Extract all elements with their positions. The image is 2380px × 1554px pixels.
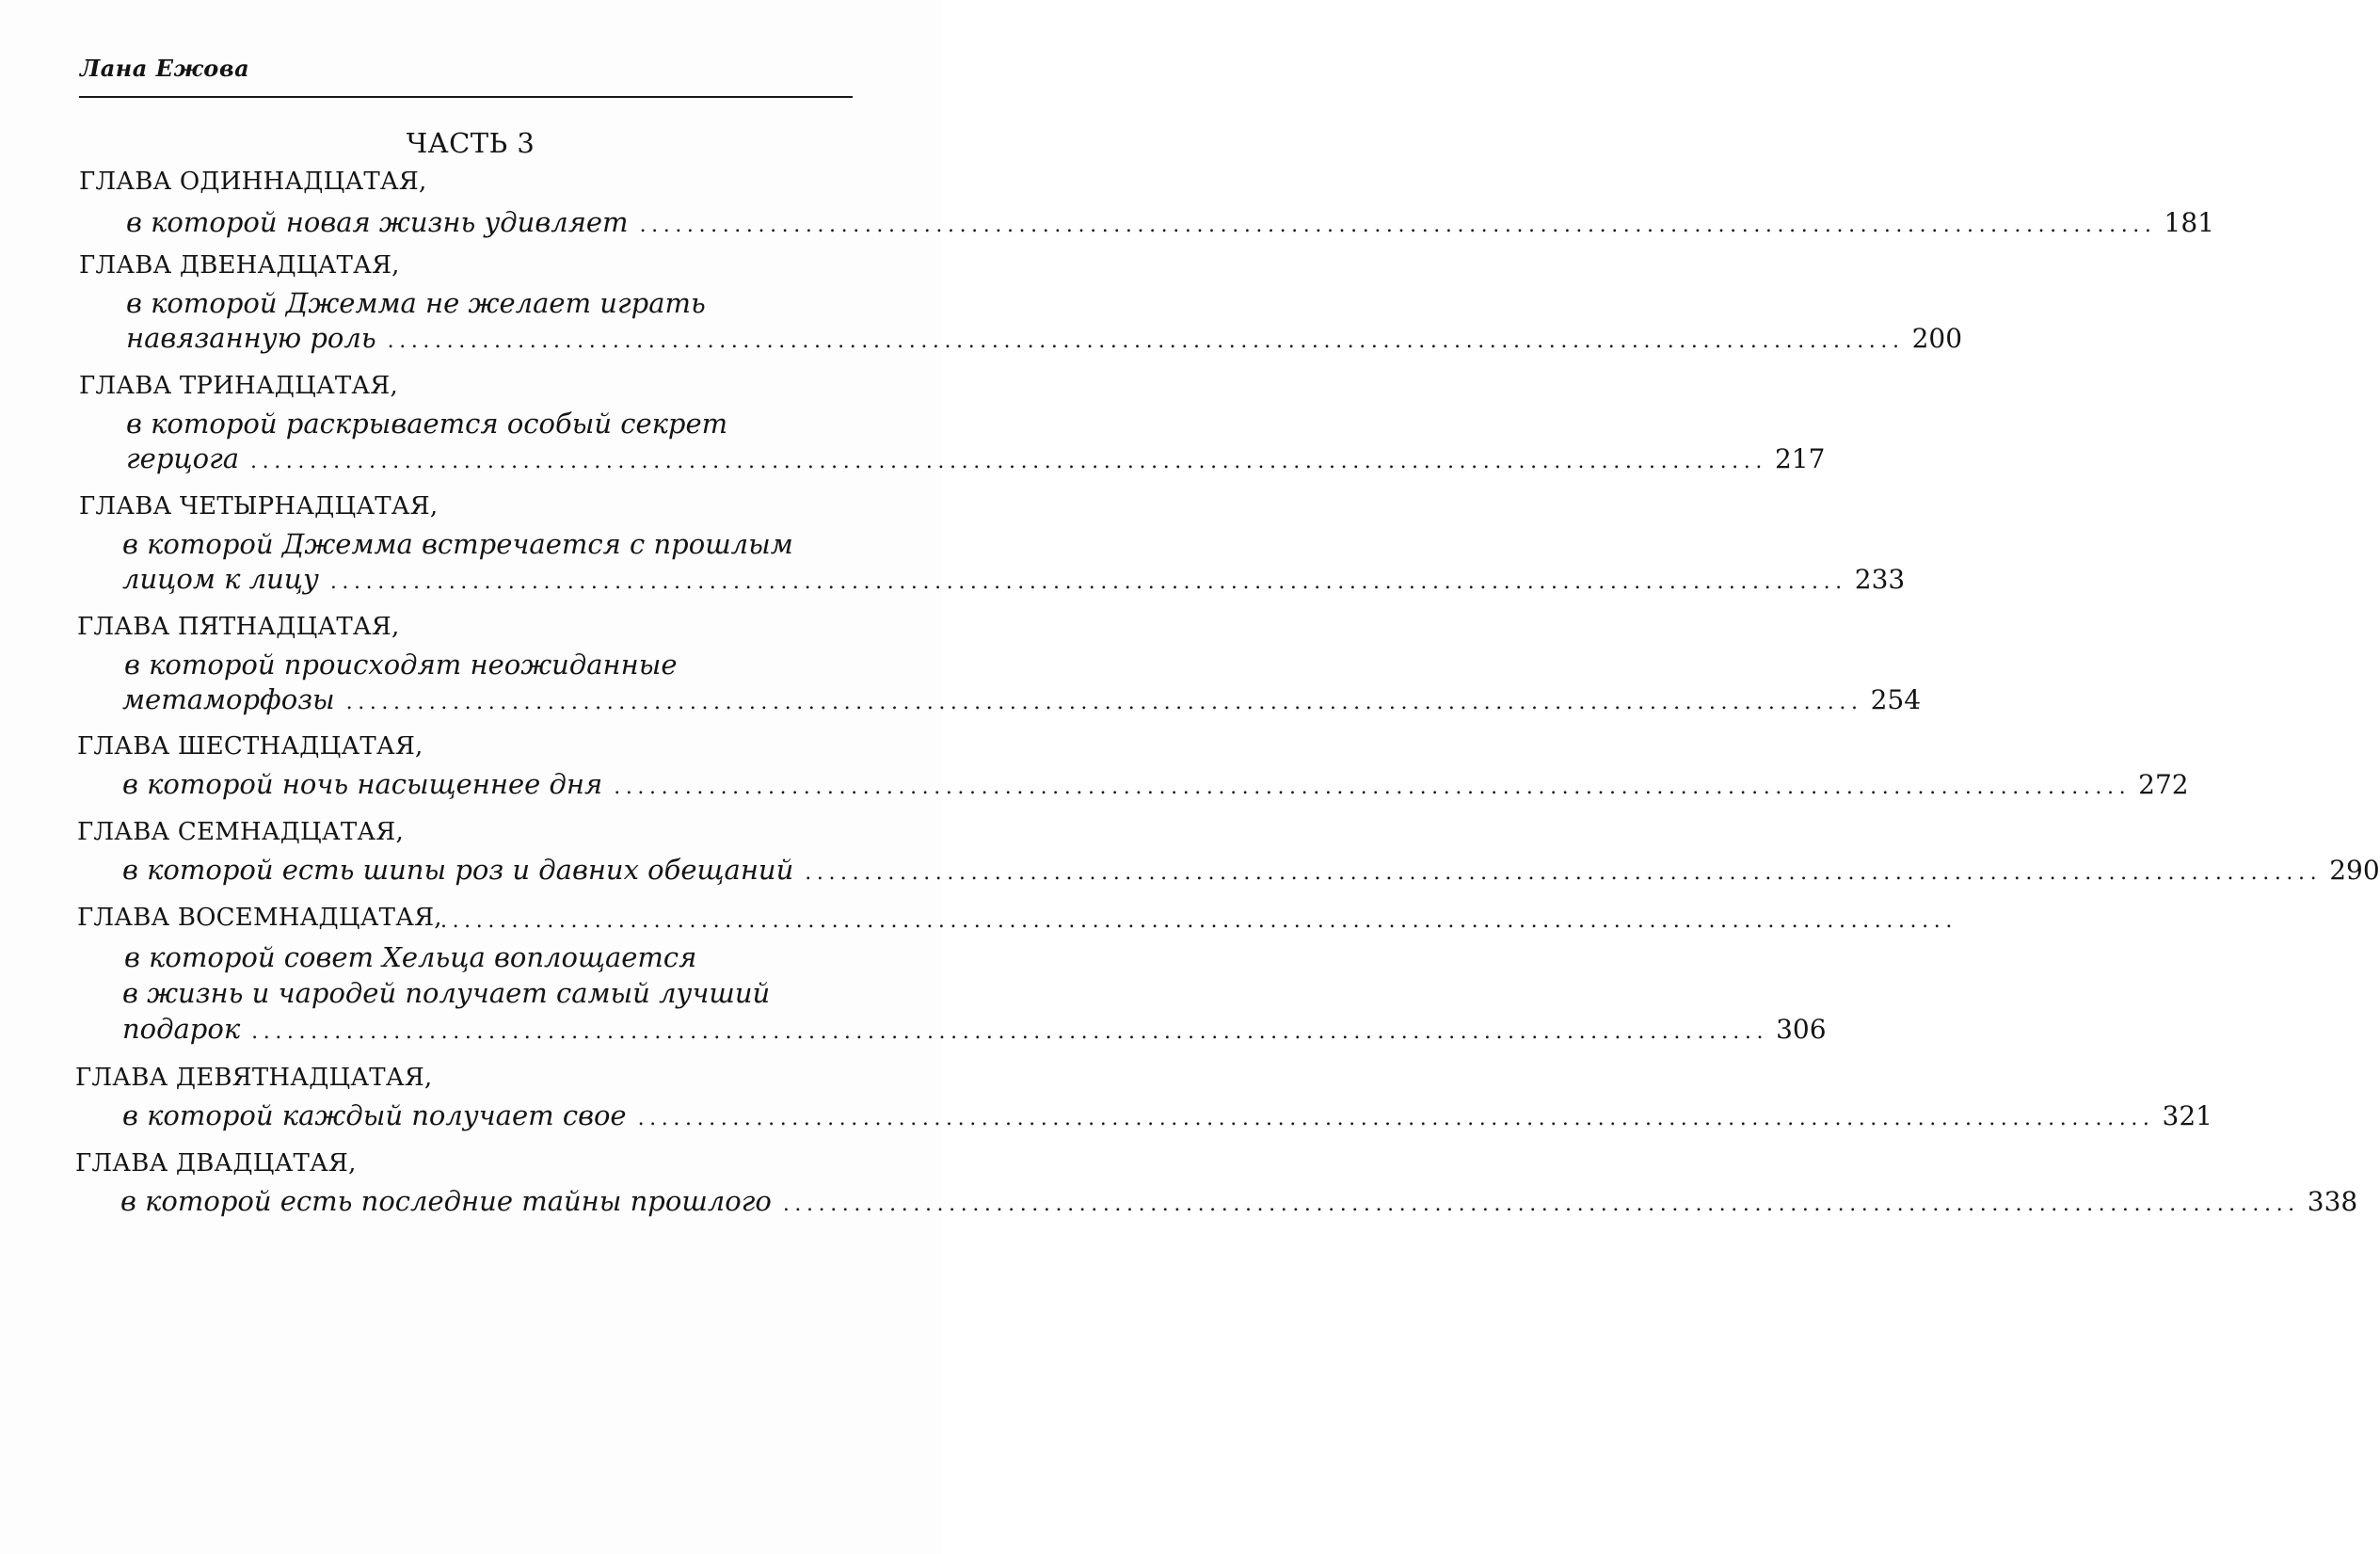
chapter-13-subtitle-line-1: в которой раскрывается особый секрет <box>126 408 728 440</box>
chapter-20-page: 338 <box>2307 1186 2358 1217</box>
chapter-11-page: 181 <box>2164 207 2214 238</box>
chapter-19-entry <box>122 1099 2212 1131</box>
chapter-16-title: ГЛАВА ШЕСТНАДЦАТАЯ, <box>77 732 423 761</box>
chapter-20-leader: ................................................................................................................................ <box>782 1193 2300 1216</box>
chapter-11-subtitle: в которой новая жизнь удивляет <box>126 206 629 238</box>
header-rule <box>79 96 853 98</box>
chapter-18-subtitle-line-1: в которой совет Хельца воплощается <box>124 941 697 973</box>
chapter-19-title: ГЛАВА ДЕВЯТНАДЦАТАЯ, <box>75 1064 433 1092</box>
chapter-13-subtitle-line-2: герцога <box>126 442 240 474</box>
chapter-14-leader: ................................................................................................................................ <box>329 570 1847 594</box>
chapter-17-leader: ................................................................................................................................ <box>805 861 2323 885</box>
chapter-18-entry <box>122 1013 1827 1045</box>
chapter-18-page: 306 <box>1776 1014 1827 1045</box>
chapter-11-entry <box>126 206 2214 238</box>
chapter-18-subtitle-line-3: подарок <box>122 1013 241 1045</box>
chapter-14-page: 233 <box>1854 564 1906 595</box>
chapter-18-subtitle-line-2: в жизнь и чародей получает самый лучший <box>122 977 771 1009</box>
chapter-16-page: 272 <box>2138 769 2189 800</box>
chapter-12-title: ГЛАВА ДВЕНАДЦАТАЯ, <box>79 251 400 280</box>
chapter-18-title: ГЛАВА ВОСЕМНАДЦАТАЯ, <box>77 904 442 932</box>
chapter-13-page: 217 <box>1774 443 1826 474</box>
chapter-12-subtitle-line-1: в которой Джемма не желает играть <box>126 287 706 319</box>
chapter-15-page: 254 <box>1870 684 1922 715</box>
chapter-12-subtitle-line-2: навязанную роль <box>126 322 376 354</box>
chapter-15-entry <box>122 683 1922 715</box>
chapter-17-title: ГЛАВА СЕМНАДЦАТАЯ, <box>77 818 404 846</box>
running-head-author: Лана Ежова <box>80 55 250 82</box>
chapter-20-entry <box>120 1185 2358 1217</box>
chapter-16-entry <box>122 768 2189 800</box>
chapter-15-subtitle-line-1: в которой происходят неожиданные <box>124 649 678 681</box>
chapter-17-page: 290 <box>2329 855 2380 886</box>
chapter-18-title-leader: ................................................................................................................................ <box>440 909 1957 933</box>
chapter-11-title: ГЛАВА ОДИННАДЦАТАЯ, <box>79 168 427 196</box>
chapter-18-leader: ................................................................................................................................ <box>251 1020 1769 1044</box>
chapter-19-leader: ................................................................................................................................ <box>637 1107 2155 1130</box>
chapter-20-subtitle: в которой есть последние тайны прошлого <box>120 1185 772 1217</box>
chapter-14-subtitle-line-1: в которой Джемма встречается с прошлым <box>122 528 793 560</box>
chapter-14-entry <box>122 563 1906 595</box>
chapter-12-leader: ................................................................................................................................ <box>387 329 1905 353</box>
chapter-13-entry <box>126 442 1826 474</box>
chapter-20-title: ГЛАВА ДВАДЦАТАЯ, <box>75 1149 357 1178</box>
part-title: ЧАСТЬ 3 <box>406 127 535 159</box>
chapter-15-title: ГЛАВА ПЯТНАДЦАТАЯ, <box>77 613 400 641</box>
chapter-12-page: 200 <box>1911 323 1963 354</box>
chapter-16-subtitle: в которой ночь насыщеннее дня <box>122 768 603 800</box>
chapter-15-subtitle-line-2: метаморфозы <box>122 683 335 715</box>
chapter-19-page: 321 <box>2162 1100 2212 1131</box>
chapter-16-leader: ................................................................................................................................ <box>614 776 2132 799</box>
chapter-15-leader: ................................................................................................................................ <box>345 691 1863 714</box>
chapter-13-title: ГЛАВА ТРИНАДЦАТАЯ, <box>79 372 398 400</box>
chapter-11-leader: ................................................................................................................................ <box>639 214 2157 237</box>
chapter-13-leader: ................................................................................................................................ <box>250 450 1767 473</box>
chapter-17-subtitle: в которой есть шипы роз и давних обещаний <box>122 854 794 886</box>
chapter-19-subtitle: в которой каждый получает свое <box>122 1099 627 1131</box>
chapter-12-entry <box>126 322 1963 354</box>
chapter-17-entry <box>122 854 2380 886</box>
chapter-14-subtitle-line-2: лицом к лицу <box>122 563 319 595</box>
chapter-14-title: ГЛАВА ЧЕТЫРНАДЦАТАЯ, <box>79 492 439 521</box>
